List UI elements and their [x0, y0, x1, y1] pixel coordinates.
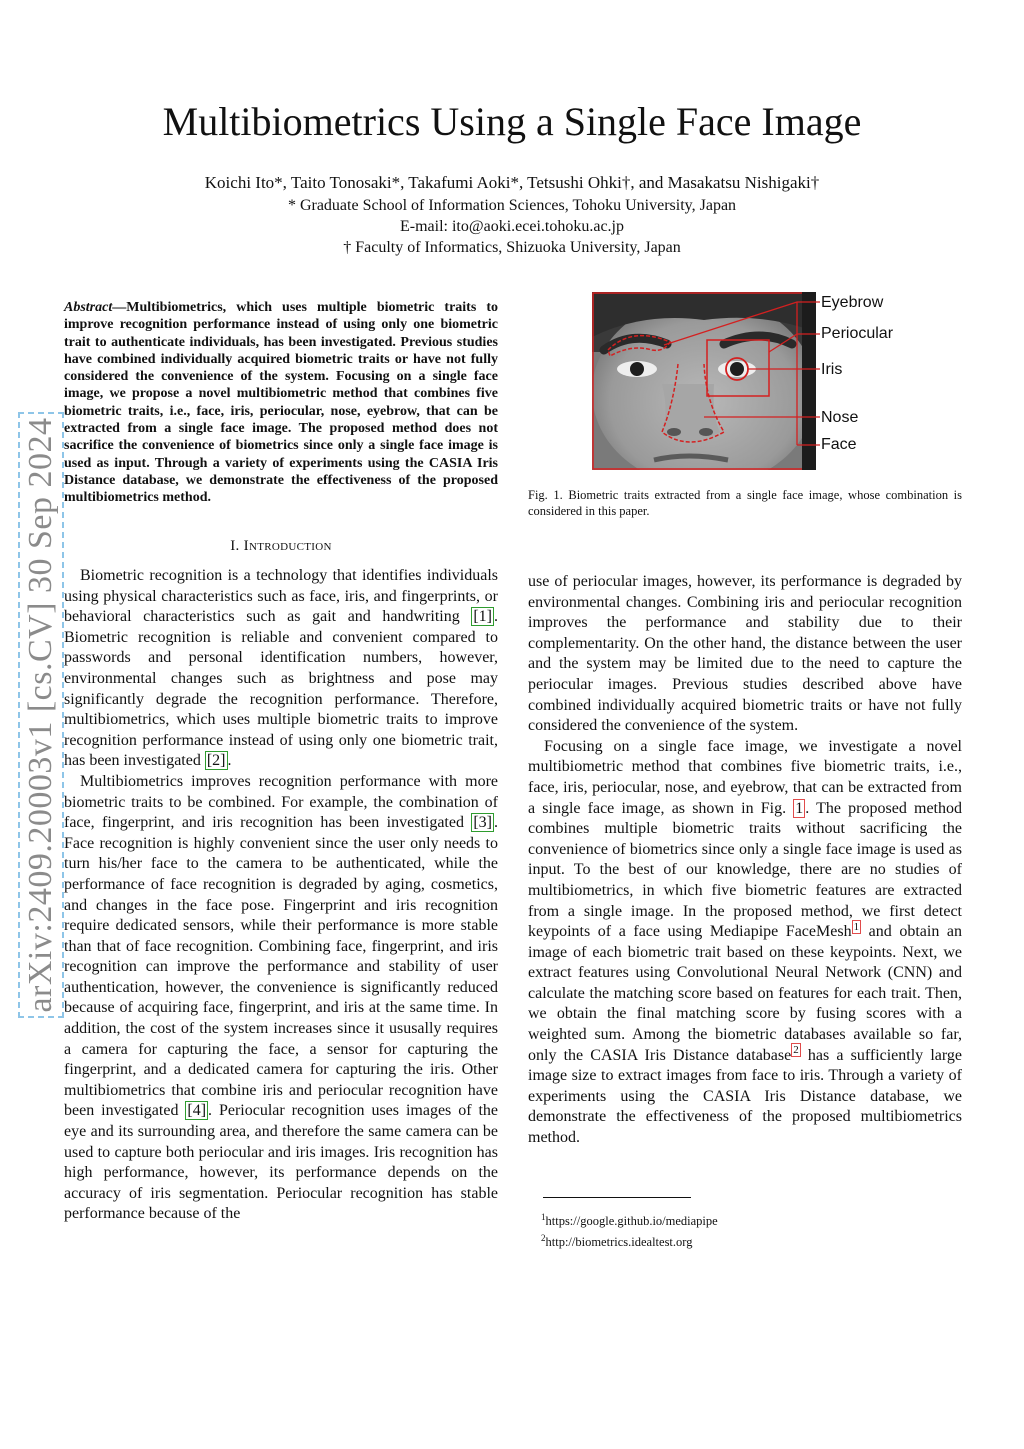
text-run: Biometric recognition is a technology that identifies individuals using physical characteristics such as face, iris, and fingerprints, or behavioral characteristics such as gait and handwriting [64, 567, 498, 626]
figure-1-caption: Fig. 1. Biometric traits extracted from a single face image, whose combination is considered in this paper. [528, 488, 962, 518]
figure-label-eyebrow: Eyebrow [821, 294, 884, 311]
citation-link-1[interactable]: [1] [473, 608, 492, 626]
text-run: . Face recognition is highly convenient since the user only needs to turn his/her face to the camera to be authenticated, while the performance of face recognition is degraded by aging, cosmetics, and changes in the face pose. Fingerprint and iris recognition require dedicated sensors, while their performance is more stable than that of face recognition. Combining face, fingerprint, and iris recognition can improve the performance and stability of user authentication, however, the convenience is significantly reduced because of acquiring face, fingerprint, and iris at the same time. In addition, the cost of the system increases since it ususally requires a camera for capturing the face, a sensor for capturing the fingerprint, and a dedicated camera for capturing the iris. Other multibiometrics that combine iris and periocular recognition have been investigated [64, 814, 498, 1120]
contact-email: E-mail: ito@aoki.ecei.tohoku.ac.jp [400, 218, 624, 235]
footnote-rule [543, 1197, 691, 1198]
citation-link-4[interactable]: [4] [187, 1102, 207, 1120]
text-run: . The proposed method combines multiple biometric traits without sacrificing the convenience of biometrics since only a single face image is used as input. To the best of our knowledge, there are no studies of multibiometrics, in which five biometric features are extracted from a single image. In the proposed method, we first detect keypoints of a face using Mediapipe FaceMesh [528, 799, 962, 941]
arxiv-identifier: arXiv:2409.20003v1 [cs.CV] 30 Sep 2024 [22, 417, 59, 1013]
author-list: Koichi Ito*, Taito Tonosaki*, Takafumi Aoki*, Tetsushi Ohki†, and Masakatsu Nishigaki† [204, 173, 820, 192]
citation-link-3[interactable]: [3] [473, 814, 492, 832]
intro-paragraph-2 [64, 772, 498, 1225]
footnote-link-1[interactable]: 1 [853, 920, 860, 933]
abstract-label: Abstract [64, 300, 113, 315]
figure-label-face: Face [821, 436, 857, 453]
text-run: Focusing on a single face image, we investigate a novel multibiometric method that combines five biometric traits, i.e., face, iris, periocular, nose, and eyebrow, that can be extracted from a single face image, as shown in Fig. [528, 737, 962, 817]
footnote-2 [541, 1230, 718, 1251]
abstract-text: —Multibiometrics, which uses multiple biometric traits to improve recognition performance instead of using only one biometric trait to authenticate individuals, has been investigated. Previous studies have combined individually acquired biometric traits or have not fully considered the convenience of the system. Focusing on a single face image, we propose a novel multibiometric method that combines five biometric traits, i.e., face, iris, periocular, nose, eyebrow, that can be extracted from a single face image. The proposed method does not sacrifice the convenience of biometrics since only a single face image is used as input. Through a variety of experiments using the CASIA Iris Distance database, we demonstrate the effectiveness of the proposed multibiometrics method. [64, 300, 498, 506]
intro-paragraph-1 [64, 566, 498, 772]
abstract [64, 299, 498, 507]
text-run: Multibiometrics improves recognition performance with more biometric traits to be combined. For example, the combination of face, fingerprint, and iris recognition has been investigated [64, 772, 498, 832]
footnotes [541, 1209, 718, 1251]
intro-paragraph-3: use of periocular images, however, its performance is degraded by environmental changes. Combining iris and periocular recognition improves the performance and stability due to their complementarity. On the other hand, the distance between the user and the system may be limited due to the need to capture the periocular images. Previous studies described above have combined individually acquired biometric traits or have not fully considered the convenience of the system. [528, 573, 962, 735]
citation-link-2[interactable]: [2] [206, 752, 226, 770]
affiliation-shizuoka: † Faculty of Informatics, Shizuoka University, Japan [343, 239, 681, 256]
text-run: . Biometric recognition is reliable and convenient compared to passwords and personal identification numbers, however, environmental changes such as brightness and pose may significantly degrade the recognition performance. Therefore, multibiometrics, which uses multiple biometric traits to improve recognition performance instead of using only one biometric trait, has been investigated [64, 608, 498, 770]
text-run: has a sufficiently large image size to extract images from face to iris. Through a variety of experiments using the CASIA Iris Distance database, we demonstrate the effectiveness of the proposed multibiometrics method. [528, 1046, 963, 1147]
footnote-mark: 2 [541, 1233, 546, 1244]
footnote-url-mediapipe[interactable]: https://google.github.io/mediapipe [545, 1214, 718, 1229]
figure-label-periocular: Periocular [821, 325, 894, 342]
section-title: Introduction [243, 538, 332, 554]
footnote-url-idealtest[interactable]: http://biometrics.idealtest.org [545, 1235, 693, 1250]
footnote-mark: 1 [541, 1212, 546, 1222]
figure-callout-lines [592, 292, 922, 472]
affiliation-tohoku: * Graduate School of Information Sciences, Tohoku University, Japan [287, 197, 737, 214]
left-column-body [64, 566, 498, 1225]
text-run: and obtain an image of each biometric trait based on these keypoints. Next, we extract features using Convolutional Neural Network (CNN) and calculate the matching score based on features for each trait. Then, we obtain the final matching score by fusing scores with a weighted sum. Among the biometric databases available so far, only the CASIA Iris Distance database [528, 923, 962, 1064]
figure-reference-link[interactable]: 1 [795, 799, 804, 817]
text-run: . [227, 752, 232, 770]
intro-paragraph-4 [528, 737, 962, 1149]
footnote-1 [541, 1209, 718, 1230]
footnote-link-2[interactable]: 2 [793, 1044, 799, 1057]
text-run: . Periocular recognition uses images of the eye and its surrounding area, and therefore the same camera can be used to capture both periocular and iris images. Iris recognition has high performance, however, its performance depends on the accuracy of iris segmentation. Periocular recognition has stable performance because of the [64, 1102, 499, 1223]
section-heading-introduction [64, 538, 498, 555]
section-numeral: I. [230, 538, 244, 554]
figure-1 [592, 292, 922, 472]
figure-label-iris: Iris [821, 361, 843, 378]
paper-title: Multibiometrics Using a Single Face Image [162, 99, 862, 144]
right-column-body [528, 572, 962, 1149]
figure-label-nose: Nose [821, 409, 859, 426]
